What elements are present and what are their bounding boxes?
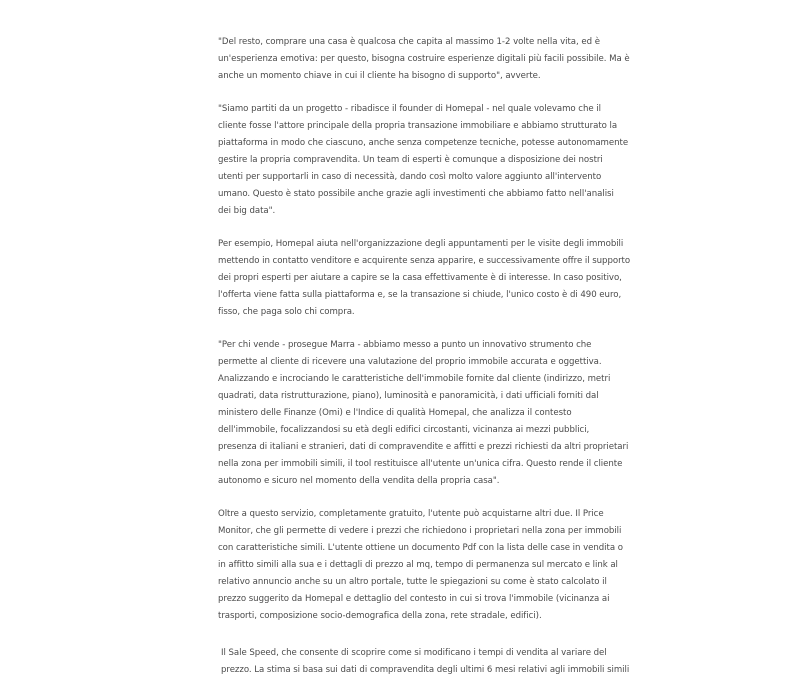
text-line: Oltre a questo servizio, completamente gratuito, l'utente può acquistarne altri due. Il Price bbox=[218, 509, 604, 519]
text-line: gestire la propria compravendita. Un team di esperti è comunque a disposizione dei nostri bbox=[218, 155, 603, 165]
text-line: prezzo suggerito da Homepal e dettaglio del contesto in cui si trova l'immobile (vicinanza ai bbox=[218, 594, 610, 604]
paragraph-oltre-a-questo bbox=[218, 506, 623, 625]
text-line: anche un momento chiave in cui il cliente ha bisogno di supporto", avverte. bbox=[218, 71, 541, 81]
text-line: quadrati, data ristrutturazione, piano), luminosità e panoramicità, i dati ufficiali forniti dal bbox=[218, 391, 599, 401]
text-line: Monitor, che gli permette di vedere i prezzi che richiedono i proprietari nella zona per immobili bbox=[218, 526, 622, 536]
text-line: utenti per supportarli in caso di necessità, dando così molto valore aggiunto all'intervento bbox=[218, 172, 602, 182]
paragraph-siamo-partiti bbox=[218, 101, 629, 220]
text-line: dell'immobile, focalizzandosi su età degli edifici circostanti, vicinanza ai mezzi pubblici, bbox=[218, 425, 590, 435]
text-line: mettendo in contatto venditore e acquirente senza apparire, e successivamente offre il supporto bbox=[218, 256, 631, 266]
text-line: dei big data". bbox=[218, 206, 276, 216]
text-line: presenza di italiani e stranieri, dati di compravendite e affitti e prezzi richiesti da altri proprietari bbox=[218, 442, 629, 452]
text-line: "Per chi vende - prosegue Marra - abbiamo messo a punto un innovativo strumento che bbox=[218, 340, 592, 350]
text-line: dei propri esperti per aiutare a capire se la casa effettivamente è di interesse. In caso positivo, bbox=[218, 273, 622, 283]
paragraph-per-esempio bbox=[218, 236, 631, 321]
article-body bbox=[218, 34, 631, 695]
text-line: relativo annuncio anche su un altro portale, tutte le spiegazioni su come è stato calcolato il bbox=[218, 577, 607, 587]
text-line: ministero delle Finanze (Omi) e l'Indice di qualità Homepal, che analizza il contesto bbox=[218, 408, 572, 418]
text-line: piattaforma in modo che ciascuno, anche senza competenze tecniche, potesse autonomamente bbox=[218, 138, 629, 148]
paragraph-per-chi-vende bbox=[218, 337, 629, 490]
text-line: con caratteristiche simili. L'utente ottiene un documento Pdf con la lista delle case in vendita o bbox=[218, 543, 623, 553]
text-line: Analizzando e incrociando le caratteristiche dell'immobile fornite dal cliente (indirizzo, metri bbox=[218, 374, 611, 384]
text-line: un'esperienza emotiva: per questo, bisogna costruire esperienze digitali più facili possibile. Ma è bbox=[218, 54, 630, 64]
text-line: "Siamo partiti da un progetto - ribadisce il founder di Homepal - nel quale volevamo che il bbox=[218, 104, 601, 114]
text-line: autonomo e sicuro nel momento della vendita della propria casa". bbox=[218, 476, 500, 486]
text-line: "Del resto, comprare una casa è qualcosa che capita al massimo 1-2 volte nella vita, ed è bbox=[218, 37, 600, 47]
text-line: Il Sale Speed, che consente di scoprire come si modificano i tempi di vendita al variare del bbox=[221, 648, 607, 658]
paragraph-del-resto bbox=[218, 34, 630, 85]
text-line: Per esempio, Homepal aiuta nell'organizzazione degli appuntamenti per le visite degli immobili bbox=[218, 239, 624, 249]
text-line: cliente fosse l'attore principale della propria transazione immobiliare e abbiamo strutturato la bbox=[218, 121, 618, 131]
text-line: fisso, che paga solo chi compra. bbox=[218, 307, 355, 317]
text-line: umano. Questo è stato possibile anche grazie agli investimenti che abbiamo fatto nell'analisi bbox=[218, 189, 614, 199]
text-line: trasporti, composizione socio-demografica della zona, rete stradale, edifici). bbox=[218, 611, 542, 621]
text-line: l'offerta viene fatta sulla piattaforma e, se la transazione si chiude, l'unico costo è di 490 euro, bbox=[218, 290, 622, 300]
text-line: prezzo. La stima si basa sui dati di compravendita degli ultimi 6 mesi relativi agli immobili simili bbox=[221, 665, 630, 675]
text-line: nella zona per immobili simili, il tool restituisce all'utente un'unica cifra. Questo rende il cliente bbox=[218, 459, 623, 469]
paragraph-sale-speed bbox=[221, 645, 630, 679]
text-line: permette al cliente di ricevere una valutazione del proprio immobile accurata e oggettiva. bbox=[218, 357, 602, 367]
text-line: in affitto simili alla sua e i dettagli di prezzo al mq, tempo di permanenza sul mercato e link al bbox=[218, 560, 618, 570]
